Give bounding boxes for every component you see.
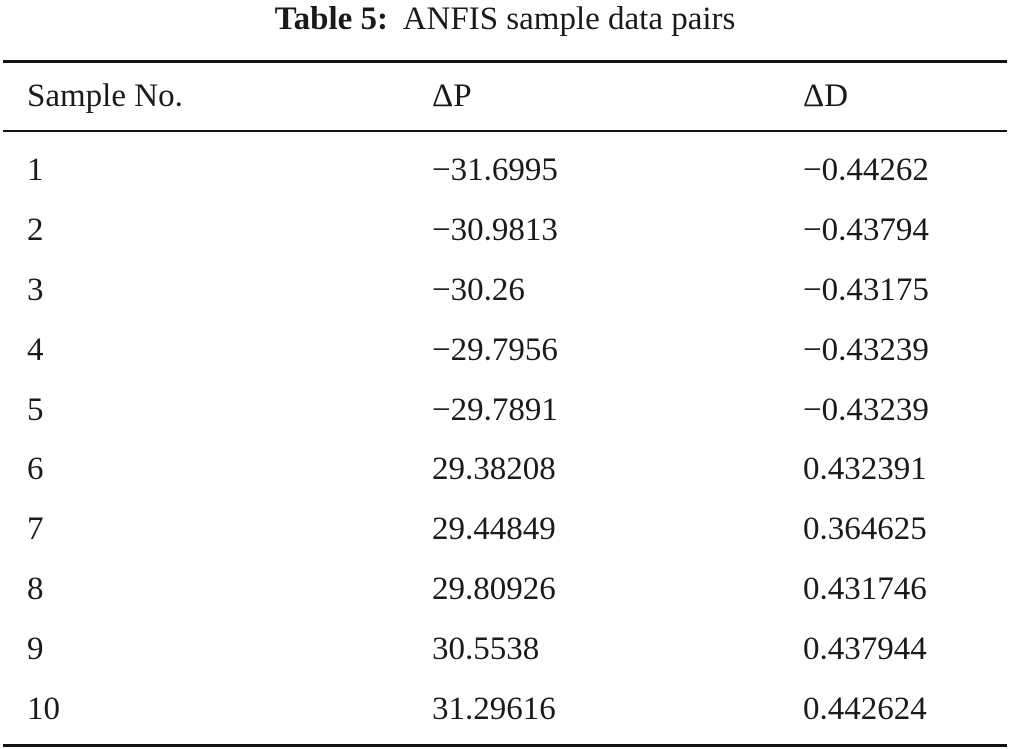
cell-delta-p: 29.80926 [432, 570, 556, 607]
table-header-rule [3, 130, 1007, 132]
cell-sample-no: 9 [27, 630, 44, 667]
table-row [0, 560, 1010, 620]
cell-delta-d: 0.437944 [803, 630, 927, 667]
table-row [0, 500, 1010, 560]
cell-delta-p: −29.7891 [432, 391, 558, 428]
cell-delta-d: 0.431746 [803, 570, 927, 607]
table-row [0, 320, 1010, 380]
table-row [0, 619, 1010, 679]
cell-delta-d: −0.43794 [803, 212, 929, 249]
cell-delta-d: −0.44262 [803, 152, 929, 189]
table-row [0, 141, 1010, 201]
table-caption-label: Table 5: [274, 1, 388, 37]
cell-delta-d: 0.442624 [803, 690, 927, 727]
cell-delta-p: −31.6995 [432, 152, 558, 189]
cell-sample-no: 8 [27, 570, 44, 607]
table-body [0, 141, 1010, 739]
header-delta-p: ΔP [432, 78, 472, 114]
cell-sample-no: 1 [27, 152, 44, 189]
cell-sample-no: 10 [27, 690, 60, 727]
table-bottom-rule [3, 744, 1007, 747]
cell-delta-d: −0.43239 [803, 391, 929, 428]
header-sample-no: Sample No. [27, 78, 183, 114]
cell-delta-p: 29.38208 [432, 451, 556, 488]
table-row [0, 380, 1010, 440]
cell-sample-no: 5 [27, 391, 44, 428]
table-row [0, 261, 1010, 321]
table-header-row [0, 63, 1010, 130]
header-delta-d: ΔD [803, 78, 849, 114]
table-row [0, 201, 1010, 261]
cell-delta-p: 30.5538 [432, 630, 540, 667]
cell-sample-no: 6 [27, 451, 44, 488]
table-row [0, 679, 1010, 739]
cell-delta-p: 29.44849 [432, 511, 556, 548]
cell-delta-d: 0.432391 [803, 451, 927, 488]
cell-delta-d: −0.43239 [803, 331, 929, 368]
cell-delta-p: −30.26 [432, 271, 525, 308]
cell-delta-p: −29.7956 [432, 331, 558, 368]
cell-sample-no: 7 [27, 511, 44, 548]
cell-delta-d: 0.364625 [803, 511, 927, 548]
table-header [0, 63, 1010, 130]
cell-sample-no: 4 [27, 331, 44, 368]
cell-delta-p: −30.9813 [432, 212, 558, 249]
table-caption [0, 0, 1010, 50]
table-caption-title: ANFIS sample data pairs [402, 1, 736, 37]
table-row [0, 440, 1010, 500]
cell-sample-no: 3 [27, 271, 44, 308]
cell-sample-no: 2 [27, 212, 44, 249]
cell-delta-p: 31.29616 [432, 690, 556, 727]
cell-delta-d: −0.43175 [803, 271, 929, 308]
